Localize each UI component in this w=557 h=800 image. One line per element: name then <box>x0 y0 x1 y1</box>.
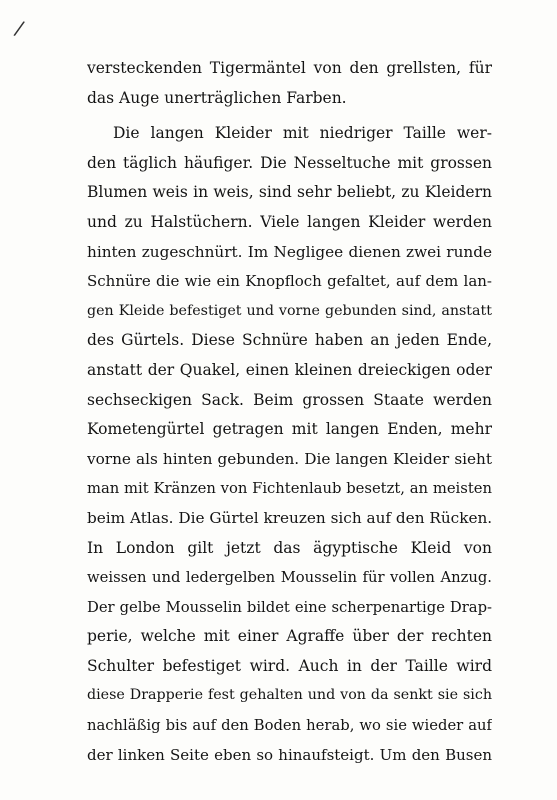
text-line: das Auge unerträglichen Farben. <box>87 88 347 107</box>
text-line: sechseckigen Sack. Beim grossen Staate werden <box>87 390 492 409</box>
text-line: Schulter befestiget wird. Auch in der Taille wird <box>87 656 492 675</box>
body-text <box>87 54 492 770</box>
text-line: und zu Halstüchern. Viele langen Kleider werden <box>87 212 492 231</box>
text-line: der linken Seite eben so hinaufsteigt. Um den Busen <box>87 745 492 764</box>
corner-mark: / <box>12 15 27 41</box>
paragraph-start-line: Die langen Kleider mit niedriger Taille wer- <box>113 124 492 143</box>
text-line: des Gürtels. Diese Schnüre haben an jeden Ende, <box>87 331 492 350</box>
text-line: diese Drapperie fest gehalten und von da senkt sie sich <box>87 687 492 704</box>
text-line: weissen und ledergelben Mousselin für vollen Anzug. <box>87 569 492 587</box>
text-line: nachläßig bis auf den Boden herab, wo sie wieder auf <box>87 717 492 735</box>
text-line: anstatt der Quakel, einen kleinen dreieckigen oder <box>87 360 492 379</box>
text-line: den täglich häufiger. Die Nesseltuche mit grossen <box>87 153 492 172</box>
text-line: perie, welche mit einer Agraffe über der rechten <box>87 627 492 646</box>
text-line: versteckenden Tigermäntel von den grellsten, für <box>87 59 492 77</box>
text-line: Schnüre die wie ein Knopfloch gefaltet, auf dem lan- <box>87 272 492 291</box>
text-line: Kometengürtel getragen mit langen Enden, mehr <box>87 420 492 439</box>
text-line: vorne als hinten gebunden. Die langen Kleider sieht <box>87 449 492 468</box>
text-line: Der gelbe Mousselin bildet eine scherpenartige Drap- <box>87 598 492 616</box>
text-line: Blumen weis in weis, sind sehr beliebt, zu Kleidern <box>87 183 492 202</box>
text-line: beim Atlas. Die Gürtel kreuzen sich auf den Rücken. <box>87 508 492 527</box>
text-line: gen Kleide befestiget und vorne gebunden sind, anstatt <box>87 302 492 319</box>
text-line: man mit Kränzen von Fichtenlaub besetzt, an meisten <box>87 480 492 498</box>
text-line: hinten zugeschnürt. Im Negligee dienen zwei runde <box>87 242 492 261</box>
text-line: In London gilt jetzt das ägyptische Kleid von <box>87 538 492 557</box>
